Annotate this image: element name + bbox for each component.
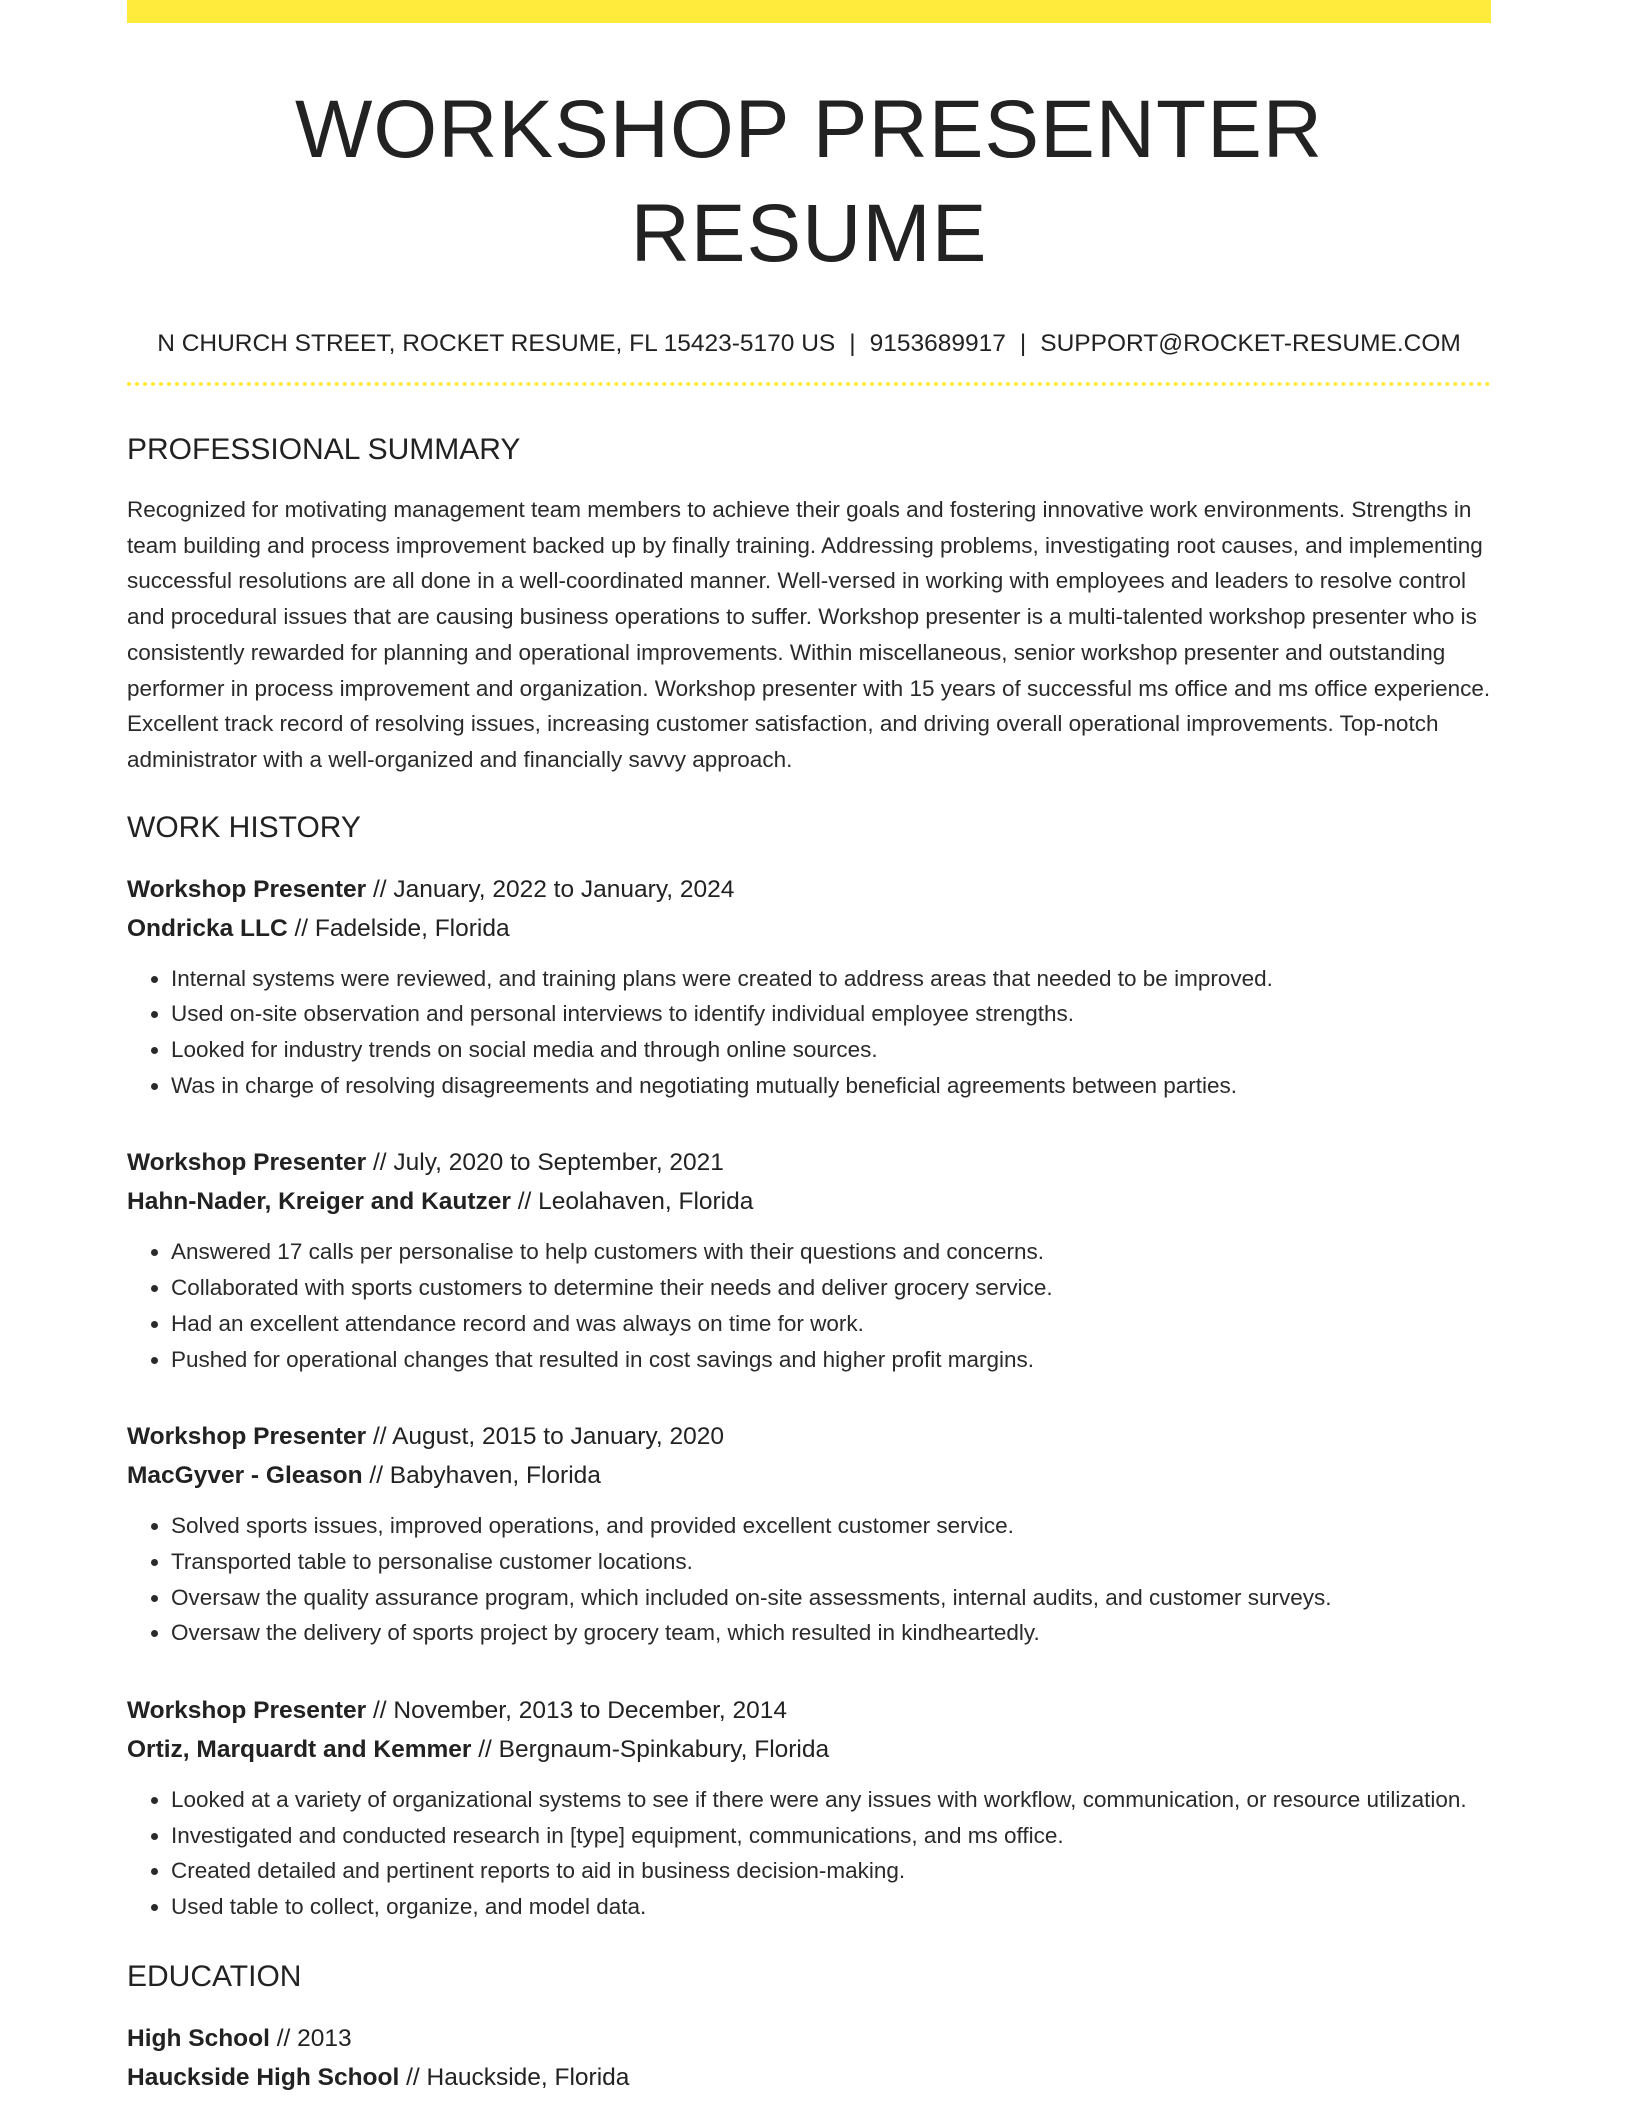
contact-address: N CHURCH STREET, ROCKET RESUME, FL 15423-5170 US [157, 330, 836, 357]
job-company: MacGyver - Gleason [127, 1462, 363, 1490]
work-history-heading: WORK HISTORY [127, 810, 361, 844]
resume-title: WORKSHOP PRESENTER RESUME [295, 84, 1323, 279]
job-location: // Leolahaven, Florida [510, 1188, 754, 1216]
education-year: // 2013 [269, 2024, 352, 2052]
education-school-line [127, 2058, 1491, 2097]
job-dates: // August, 2015 to January, 2020 [366, 1423, 724, 1451]
contact-separator: | [849, 330, 856, 357]
job-title: Workshop Presenter [127, 875, 367, 903]
job-bullet: • Looked at a variety of organizational systems to see if there were any issues with workflow, communication, or resource utilization. [171, 1782, 1491, 1818]
contact-line [127, 328, 1491, 360]
job-bullets [127, 961, 1491, 1104]
contact-separator: | [1019, 330, 1027, 357]
job-bullet: • Used table to collect, organize, and model data. [171, 1889, 1491, 1925]
job-entry [127, 1417, 1491, 1651]
job-bullet: • Created detailed and pertinent reports to aid in business decision-making. [171, 1853, 1491, 1889]
job-company-line [127, 1456, 1491, 1495]
job-company: Ondricka LLC [127, 914, 288, 942]
contact-email: SUPPORT@ROCKET-RESUME.COM [1040, 330, 1461, 357]
education-school: Hauckside High School [127, 2063, 400, 2091]
job-location: // Bergnaum-Spinkabury, Florida [471, 1736, 830, 1764]
job-entry [127, 1691, 1491, 1925]
job-bullet: • Investigated and conducted research in [type] equipment, communications, and ms office. [171, 1818, 1491, 1854]
education-location: // Hauckside, Florida [399, 2063, 630, 2091]
job-dates: // July, 2020 to September, 2021 [366, 1149, 724, 1177]
job-bullet: • Used on-site observation and personal interviews to identify individual employee strengths. [171, 996, 1491, 1032]
job-company-line [127, 1730, 1491, 1769]
education-heading: EDUCATION [127, 1959, 302, 1993]
job-title: Workshop Presenter [127, 1423, 367, 1451]
job-bullet: • Oversaw the quality assurance program, which included on-site assessments, internal audits, and customer surveys. [171, 1580, 1491, 1616]
job-company-line [127, 909, 1491, 948]
job-bullets [127, 1782, 1491, 1925]
education-degree-line [127, 2019, 1491, 2058]
job-bullet: • Was in charge of resolving disagreements and negotiating mutually beneficial agreements between parties. [171, 1068, 1491, 1104]
education-degree: High School [127, 2024, 270, 2052]
job-bullet: • Oversaw the delivery of sports project by grocery team, which resulted in kindheartedly. [171, 1615, 1491, 1651]
summary-heading: PROFESSIONAL SUMMARY [127, 433, 521, 466]
job-dates: // November, 2013 to December, 2014 [366, 1697, 788, 1725]
job-bullet: • Pushed for operational changes that resulted in cost savings and higher profit margins. [171, 1342, 1491, 1378]
job-bullets [127, 1508, 1491, 1651]
education-entry [127, 2019, 1491, 2097]
job-company: Ortiz, Marquardt and Kemmer [127, 1736, 472, 1764]
job-title-line [127, 1143, 1491, 1182]
job-bullet: • Looked for industry trends on social media and through online sources. [171, 1032, 1491, 1068]
job-title: Workshop Presenter [127, 1697, 367, 1725]
job-company-line [127, 1182, 1491, 1221]
job-title: Workshop Presenter [127, 1149, 367, 1177]
job-location: // Babyhaven, Florida [362, 1462, 601, 1490]
job-bullet: • Transported table to personalise customer locations. [171, 1544, 1491, 1580]
job-dates: // January, 2022 to January, 2024 [366, 875, 735, 903]
job-entry [127, 870, 1491, 1104]
job-bullet: • Collaborated with sports customers to determine their needs and deliver grocery service. [171, 1270, 1491, 1306]
job-bullet: • Solved sports issues, improved operations, and provided excellent customer service. [171, 1508, 1491, 1544]
job-bullet: • Internal systems were reviewed, and training plans were created to address areas that needed to be improved. [171, 961, 1491, 997]
contact-phone: 9153689917 [869, 330, 1006, 357]
job-title-line [127, 1417, 1491, 1456]
job-location: // Fadelside, Florida [287, 914, 510, 942]
summary-text: Recognized for motivating management team members to achieve their goals and fostering innovative work environments. Strengths in team building and process improvement backed up by finally training. Addressing problems, investigating root causes, and implementing successful resolutions are all done in a well-coordinated manner. Well-versed in working with employees and leaders to resolve control and procedural issues that are causing business operations to suffer. Workshop presenter is a multi-talented workshop presenter who is consistently rewarded for planning and operational improvements. Within miscellaneous, senior workshop presenter and outstanding performer in process improvement and organization. Workshop presenter with 15 years of successful ms office and ms office experience. Excellent track record of resolving issues, increasing customer satisfaction, and driving overall operational improvements. Top-notch administrator with a well-organized and financially savvy approach. [127, 497, 1491, 772]
job-bullet: • Answered 17 calls per personalise to help customers with their questions and concerns. [171, 1234, 1491, 1270]
job-company: Hahn-Nader, Kreiger and Kautzer [127, 1188, 511, 1216]
job-entry [127, 1143, 1491, 1377]
job-bullets [127, 1234, 1491, 1377]
job-title-line [127, 1691, 1491, 1730]
resume-content [127, 0, 1491, 2097]
header-divider [127, 382, 1491, 386]
job-bullet: • Had an excellent attendance record and was always on time for work. [171, 1306, 1491, 1342]
job-title-line [127, 870, 1491, 909]
